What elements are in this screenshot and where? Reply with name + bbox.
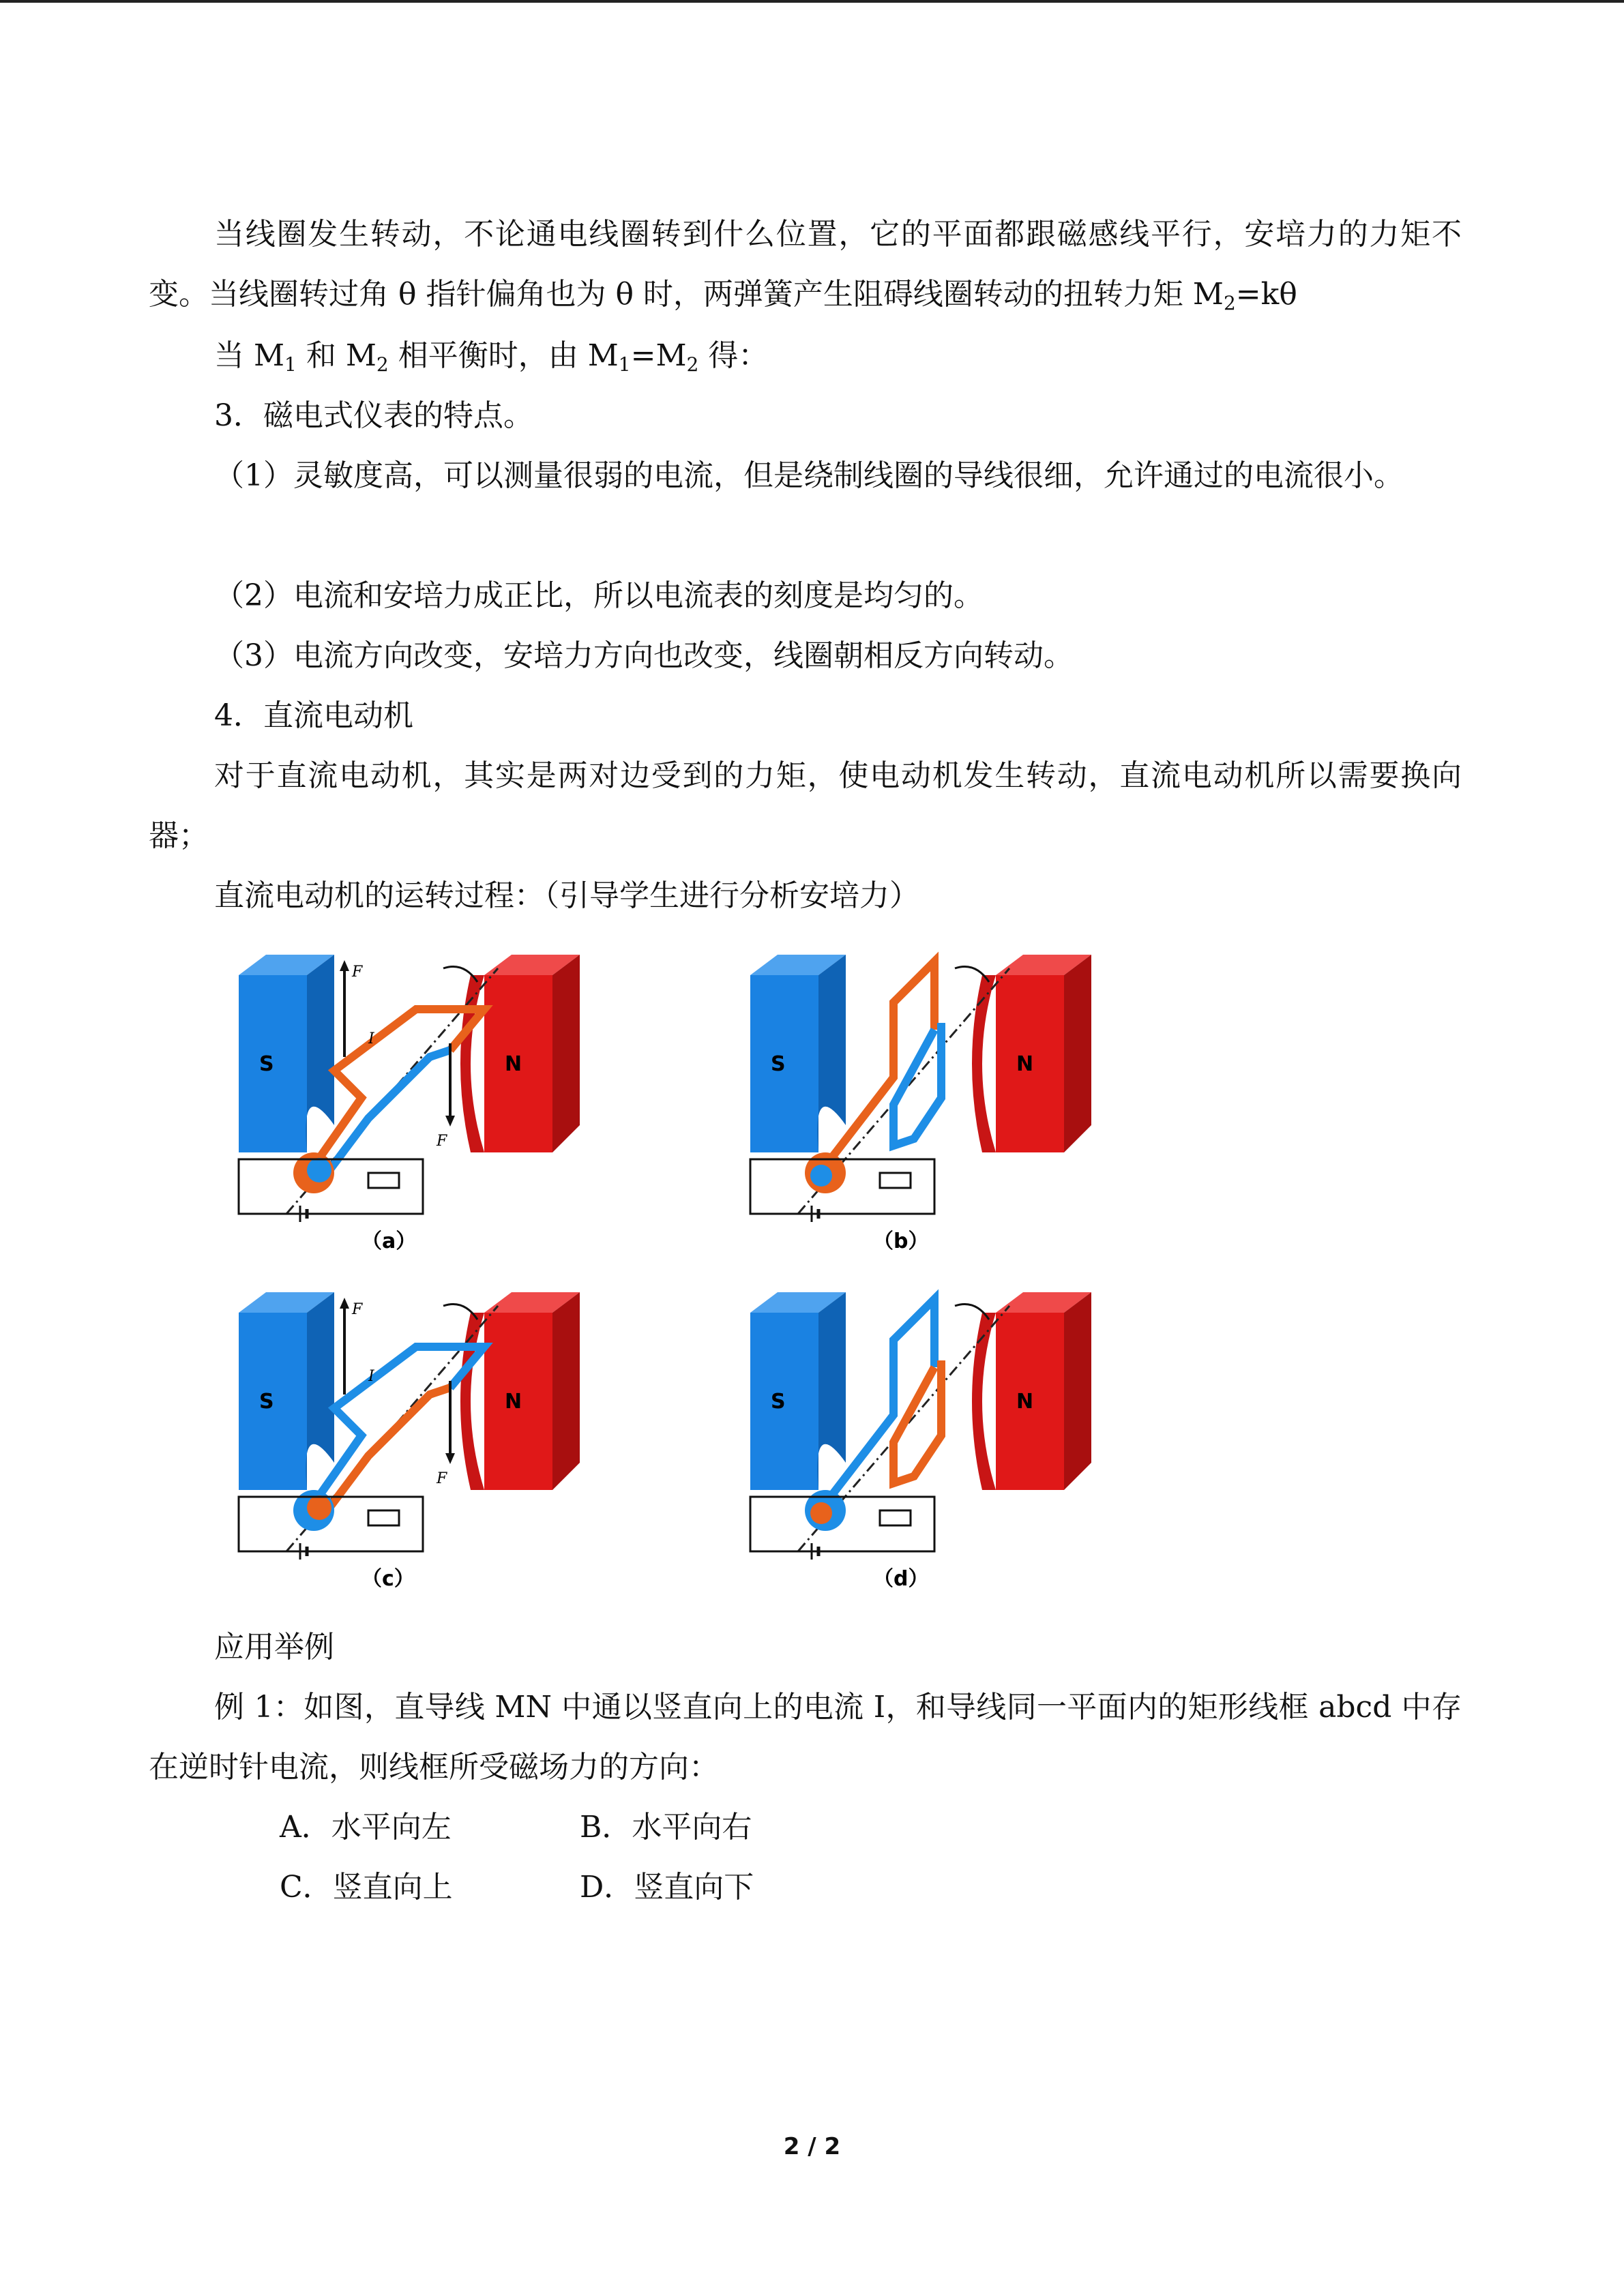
s-magnet-face bbox=[817, 1292, 846, 1490]
figure-b bbox=[737, 941, 1091, 1255]
s-label: S bbox=[771, 1390, 786, 1414]
n-label: N bbox=[1016, 1390, 1034, 1414]
list-item-direction: （3）电流方向改变，安培力方向也改变，线圈朝相反方向转动。 bbox=[214, 638, 1074, 673]
force-label: F bbox=[352, 964, 363, 981]
s-label: S bbox=[259, 1052, 274, 1076]
text: =M bbox=[630, 338, 687, 373]
options-row-2 bbox=[149, 1858, 1462, 1918]
option-c[interactable]: C．竖直向上 bbox=[280, 1870, 453, 1905]
n-magnet-side bbox=[552, 955, 580, 1152]
rheostat bbox=[880, 1510, 911, 1525]
current-label: I bbox=[368, 1030, 374, 1047]
text: 相平衡时，由 M bbox=[388, 338, 619, 373]
n-magnet-side bbox=[552, 1292, 580, 1490]
list-item-sensitivity: （1）灵敏度高，可以测量很弱的电流，但是绕制线圈的导线很细，允许通过的电流很小。 bbox=[214, 458, 1404, 493]
caption-d: （d） bbox=[873, 1567, 929, 1591]
n-label: N bbox=[1016, 1052, 1034, 1076]
force-label: F bbox=[352, 1301, 363, 1318]
commutator-inner bbox=[307, 1495, 331, 1520]
options-row-1 bbox=[149, 1798, 1462, 1858]
option-a[interactable]: A．水平向左 bbox=[280, 1810, 452, 1845]
s-label: S bbox=[771, 1052, 786, 1076]
coil-wire-orange bbox=[327, 1388, 450, 1510]
subscript: 1 bbox=[618, 353, 631, 376]
paragraph-balance bbox=[149, 326, 1462, 386]
paragraph-dc-motor: 对于直流电动机，其实是两对边受到的力矩，使电动机发生转动，直流电动机所以需要换向器； bbox=[149, 758, 1462, 853]
option-d[interactable]: D．竖直向下 bbox=[580, 1870, 754, 1905]
commutator-inner bbox=[810, 1165, 832, 1187]
figure-a bbox=[225, 941, 580, 1255]
dc-motor-figures bbox=[225, 941, 1112, 1592]
n-magnet-side bbox=[1064, 1292, 1091, 1490]
commutator-inner bbox=[307, 1158, 331, 1182]
current-label: I bbox=[368, 1368, 374, 1385]
text: 当 M bbox=[214, 338, 285, 373]
coil-wire-blue bbox=[894, 1023, 941, 1146]
coil-wire-blue bbox=[327, 1050, 450, 1173]
n-magnet-side bbox=[1064, 955, 1091, 1152]
heading-application: 应用举例 bbox=[214, 1630, 334, 1665]
s-magnet-face bbox=[817, 955, 846, 1152]
subscript: 2 bbox=[376, 353, 389, 376]
formula-tail: =kθ bbox=[1235, 277, 1297, 312]
heading-dc-motor: 4．直流电动机 bbox=[214, 698, 413, 733]
caption-a: （a） bbox=[361, 1229, 417, 1253]
list-item-linear-scale: （2）电流和安培力成正比，所以电流表的刻度是均匀的。 bbox=[214, 578, 984, 613]
figure-d bbox=[737, 1279, 1091, 1592]
caption-b: （b） bbox=[873, 1229, 929, 1253]
option-b[interactable]: B．水平向右 bbox=[580, 1810, 752, 1845]
heading-meter-features: 3．磁电式仪表的特点。 bbox=[214, 398, 533, 433]
rheostat bbox=[368, 1510, 399, 1525]
text: 和 M bbox=[296, 338, 377, 373]
coil-wire-orange bbox=[894, 1360, 941, 1483]
n-magnet-face bbox=[972, 1313, 996, 1490]
rheostat bbox=[880, 1173, 911, 1188]
subscript: 2 bbox=[1223, 292, 1236, 314]
commutator-inner bbox=[810, 1502, 832, 1524]
n-magnet-face bbox=[460, 1313, 484, 1490]
paragraph-torque-text: 当线圈发生转动，不论通电线圈转到什么位置，它的平面都跟磁感线平行，安培力的力矩不变。当线圈转过角 θ 指针偏角也为 θ 时，两弹簧产生阻碍线圈转动的扭转力矩 M bbox=[149, 217, 1462, 312]
n-magnet-face bbox=[460, 975, 484, 1152]
force-label: F bbox=[437, 1470, 447, 1487]
paragraph-motor-process: 直流电动机的运转过程：（引导学生进行分析安培力） bbox=[214, 878, 919, 913]
force-arrowhead bbox=[445, 1453, 455, 1464]
caption-c: （c） bbox=[361, 1567, 415, 1591]
force-label: F bbox=[437, 1133, 447, 1150]
top-border bbox=[0, 0, 1624, 3]
n-magnet-face bbox=[972, 975, 996, 1152]
subscript: 1 bbox=[284, 353, 297, 376]
s-label: S bbox=[259, 1390, 274, 1414]
s-magnet-face bbox=[306, 955, 334, 1152]
subscript: 2 bbox=[686, 353, 699, 376]
page-number: 2 / 2 bbox=[783, 2133, 841, 2160]
force-arrowhead bbox=[340, 960, 349, 971]
text: 得： bbox=[698, 338, 769, 373]
force-arrowhead bbox=[445, 1116, 455, 1127]
example-1: 例 1：如图，直导线 MN 中通以竖直向上的电流 I，和导线同一平面内的矩形线框 abcd 中存在逆时针电流，则线框所受磁场力的方向： bbox=[149, 1690, 1462, 1785]
s-magnet-face bbox=[306, 1292, 334, 1490]
force-arrowhead bbox=[340, 1298, 349, 1309]
n-label: N bbox=[505, 1390, 522, 1414]
paragraph-torque bbox=[149, 205, 1462, 325]
figure-c bbox=[225, 1279, 580, 1592]
n-label: N bbox=[505, 1052, 522, 1076]
rheostat bbox=[368, 1173, 399, 1188]
